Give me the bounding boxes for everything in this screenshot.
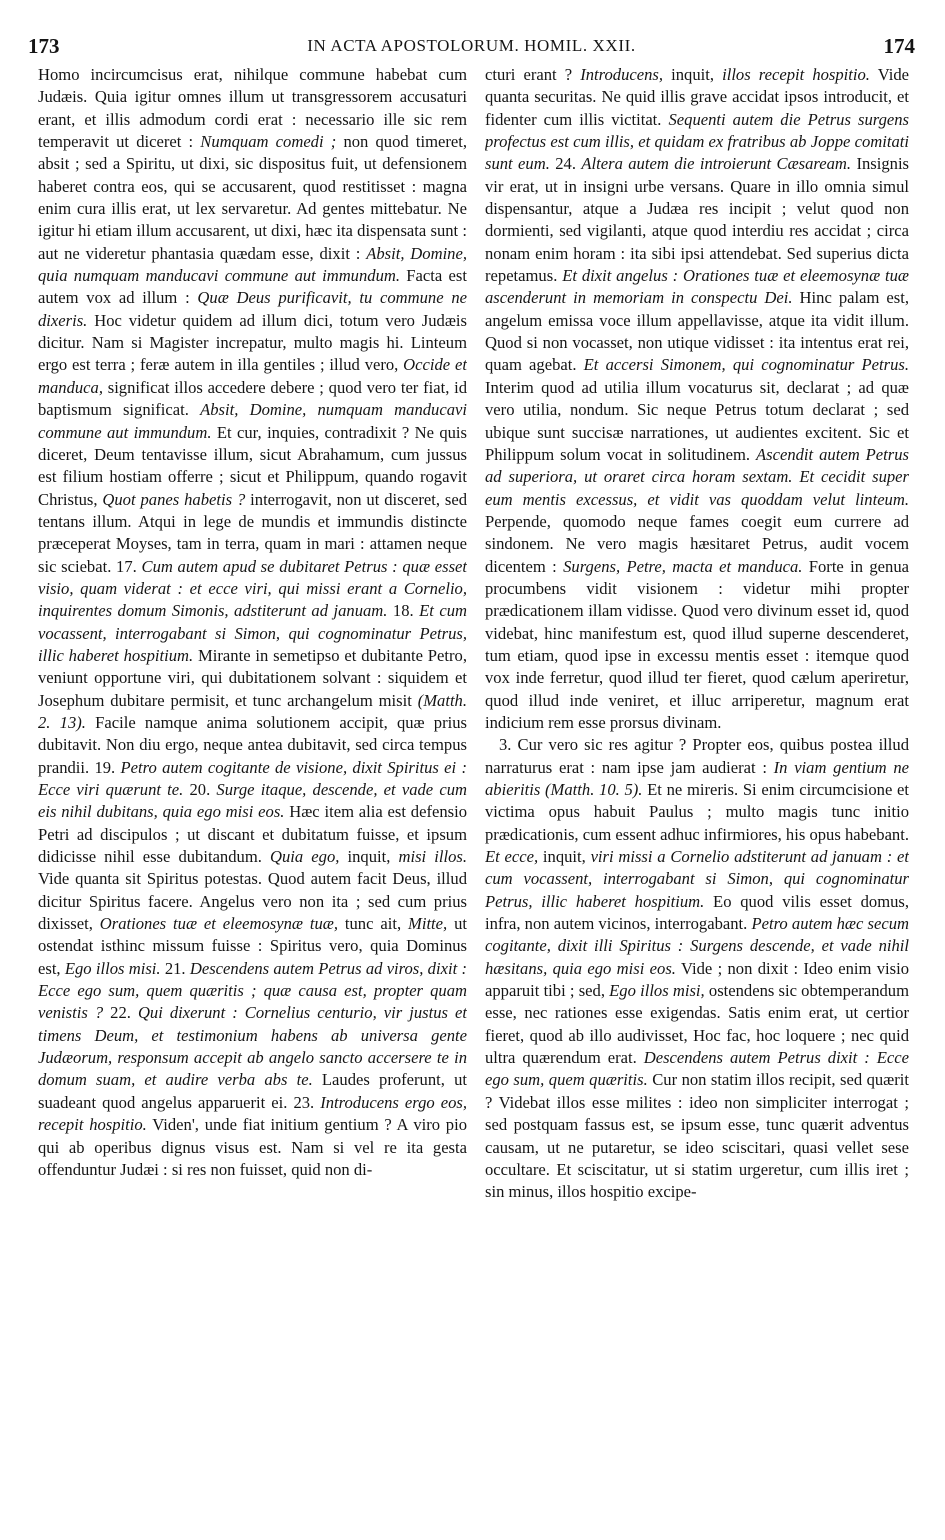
paragraph xyxy=(38,64,467,1181)
italic-quotation: Ego illos misi. xyxy=(64,958,161,978)
text-run: 21. xyxy=(160,958,190,978)
italic-quotation: Orationes tuæ et eleemosynæ tuæ, xyxy=(99,914,338,934)
text-run: Facta est autem vox ad illum : xyxy=(38,266,467,308)
text-run: Cur non statim illos recipit, sed quærit ? Videbat illos esse milites : ideo non simpliciter interrogat ; sed postquam fassus est, se ipsum esse, tunc quærit adventus causam, ut ne putaretur, se ideo sciscitari, quasi vellet sese occultare. Et sciscitatur, ut si statim urgeretur, cum illis iret ; sin minus, illos hospitio excipe- xyxy=(485,1070,909,1202)
italic-quotation: Qui dixerunt : Cornelius centurio, vir justus et timens Deum, et testimonium habens ab universa gente Judæorum, responsum accepit ab angelo sancto accersere te in domum suam, et audire verba abs te. xyxy=(38,1003,467,1090)
text-run: cturi erant ? xyxy=(485,65,581,84)
italic-quotation: Sequenti autem die Petrus surgens profectus est cum illis, et quidam ex fratribus ab Joppe comitati sunt eum. xyxy=(485,109,909,174)
italic-quotation: Absit, Domine, quia numquam manducavi commune aut immundum. xyxy=(38,243,467,286)
text-run: 18. xyxy=(387,601,420,621)
italic-quotation: Ascendit autem Petrus ad superiora, ut oraret circa horam sextam. Et cecidit super eum mentis excessus, et vidit vas quoddam velut linteum. xyxy=(485,444,909,509)
text-run: Interim quod ad utilia illum vocaturus sit, declarat ; ad quæ vero utilia, nondum. Sic neque Petrus totum declarat ; sed ubique sunt succisæ narrationes, ut audientes excitent. Sic et Philippum solum vocat in solitudinem. xyxy=(485,377,909,464)
italic-quotation: Quot panes habetis ? xyxy=(102,489,246,509)
text-run: Laudes proferunt, ut suadeant quod angelus apparuerit ei. 23. xyxy=(38,1070,467,1112)
text-run: Hinc palam est, angelum emissa voce illum appellavisse, atque ita vidit illum. Quod si non vocasset, non utique vidisset : ita intentus erat rei, quam agebat. xyxy=(485,288,909,375)
text-run: Vide ; non dixit : Ideo enim visio apparuit tibi ; sed, xyxy=(485,958,909,1001)
italic-quotation: viri missi a Cornelio adstiterunt ad januam : et cum vocassent, interrogabant si Simon, qui cognominatur Petrus, illic haberet hospitium. xyxy=(485,847,909,911)
text-run: Forte in genua procumbens vidit visionem : videtur mihi propter prædicationem illam vidisse. Quod vero divinum esset id, quod videbat, hinc manifestum est, quod illud superne descenderet, tum etiam, quod ipse in excessu mentis esset : itemque quod vox inde ferretur, quod illud ter fieret, quod cælum aperiretur, quod illud inde veniret, et illuc arriperetur, magnum erat indicium rem esse prorsus divinam. xyxy=(485,556,909,732)
italic-quotation: misi illos. xyxy=(398,847,467,867)
text-run: Mirante in semetipso et dubitante Petro, veniunt opportune viri, qui dubitationem solvant : siquidem et Josephum dubitare permisit, et tunc archangelum misit xyxy=(38,645,467,710)
italic-quotation: Introducens, xyxy=(580,65,664,84)
text-run: 24. xyxy=(549,154,582,174)
text-run: non quod timeret, absit ; sed a Spiritu, ut dixi, sic dispositus fuit, ut defensionem haberet contra eos, qui se accusarent, quod restitisset : magna enim cura illis erat, ut lex servaretur. Ad gentes mittebatur. Ne igitur hi etiam illum accusarent, ut dixi, hæc ita dispensata sunt : aut ne videretur phantasia quædam esse, dixit : xyxy=(38,132,467,263)
italic-quotation: Cum autem apud se dubitaret Petrus : quæ esset visio, quam viderat : et ecce viri, qui missi erant a Cornelio, inquirentes domum Simonis, adstiterunt ad januam. xyxy=(38,556,467,621)
italic-quotation: Mitte, xyxy=(408,914,448,934)
italic-quotation: Descendens autem Petrus ad viros, dixit : Ecce ego sum, quem quæritis ; quæ causa est, propter quam venistis ? xyxy=(38,958,467,1023)
italic-quotation: (Matth. 2. 13). xyxy=(38,690,467,732)
text-run: ostendens sic obtemperandum esse, nec rationes esse exigendas. Satis enim erat, ut certior fieret, quod ab illo audivisset, Hoc fac, hoc loquere ; nec quid ultra quærendum erat. xyxy=(485,981,909,1068)
italic-quotation: Et dixit angelus : Orationes tuæ et eleemosynæ tuæ ascenderunt in memoriam in conspectu Dei. xyxy=(485,266,909,308)
text-run: Et cur, inquies, contradixit ? Ne quis diceret, Deum tentavisse illum, sicut Abrahamum, cum jussus est filium hostiam offerre ; sicut et Philippum, quando rogavit Christus, xyxy=(38,422,467,509)
page-number-left: 173 xyxy=(28,34,60,58)
right-text-column xyxy=(485,64,909,1526)
text-run: Hæc item alia est defensio Petri ad discipulos ; ut discant et dubitatum fuisse, et ipsum didicisse nihil esse dubitandum. xyxy=(38,802,467,867)
running-title: IN ACTA APOSTOLORUM. HOMIL. XXII. xyxy=(307,36,636,55)
text-run: Homo incircumcisus erat, nihilque commune habebat cum Judæis. Quia igitur omnes illum ut transgressorem accusaturi erant, et illis admodum cordi erat : necessario ille sic rem temperavit ut diceret : xyxy=(38,65,467,152)
italic-quotation: Et ecce, xyxy=(485,847,539,867)
text-run: interrogavit, non ut disceret, sed tentans illum. Atqui in lege de mundis et immundis distincte præceperat Moyses, tam in terra, quam in mari : attamen neque sic sciebat. 17. xyxy=(38,489,467,576)
italic-quotation: Petro autem hæc secum cogitante, dixit illi Spiritus : Surgens descende, et vade nihil hæsitans, quia ego misi eos. xyxy=(485,914,909,978)
paragraph xyxy=(485,64,909,734)
italic-quotation: Quia ego, xyxy=(270,847,340,867)
text-run: Et ne mireris. Si enim circumcisione et victima opus habuit Paulus ; multo magis tunc initio prædicationis, cum essent adhuc infirmiores, his opus habebant. xyxy=(485,780,909,844)
italic-quotation: Descendens autem Petrus dixit : Ecce ego sum, quem quæritis. xyxy=(485,1048,909,1090)
text-run: 22. xyxy=(103,1003,138,1023)
text-run: inquit, xyxy=(339,847,399,867)
italic-quotation: Quæ Deus purificavit, tu commune ne dixeris. xyxy=(38,288,467,330)
text-run: tunc ait, xyxy=(338,914,409,934)
italic-quotation: Petro autem cogitante de visione, dixit Spiritus ei : Ecce viri quærunt te. xyxy=(38,757,467,799)
text-run: Facile namque anima solutionem accipit, quæ prius dubitavit. Non diu ergo, neque antea dubitavit, sed circa tempus prandii. 19. xyxy=(38,712,467,777)
italic-quotation: Surge itaque, descende, et vade cum eis nihil dubitans, quia ego misi eos. xyxy=(38,780,467,822)
page-number-right: 174 xyxy=(883,34,915,58)
text-run: 20. xyxy=(183,780,217,799)
text-run: Perpende, quomodo neque fames coegit eum currere ad sindonem. Ne vero magis hæsitaret Petrus, audit vocem dicentem : xyxy=(485,511,909,576)
text-run: inquit, xyxy=(538,847,591,867)
italic-quotation: (Matth. 10. 5). xyxy=(545,780,643,799)
italic-quotation: Numquam comedi ; xyxy=(200,132,337,152)
italic-quotation: Et accersi Simonem, qui cognominatur Petrus. xyxy=(583,355,909,375)
italic-quotation: Absit, Domine, numquam manducavi commune aut immundum. xyxy=(38,400,467,442)
italic-quotation: illos recepit hospitio. xyxy=(722,65,870,84)
italic-quotation: Et cum vocassent, interrogabant si Simon, qui cognominatur Petrus, illic haberet hospitium. xyxy=(38,601,467,665)
text-run: Vide quanta sit Spiritus potestas. Quod autem facit Deus, illud dicitur Spiritus facere. Angelus vero non ita ; sed cum prius dixisset, xyxy=(38,869,467,934)
text-run: Eo quod vilis esset domus, infra, non autem vicinos, interrogabant. xyxy=(485,891,909,934)
text-run: significat illos accedere debere ; quod vero ter fiat, id baptismum significat. xyxy=(38,377,467,420)
text-run: Vide quanta securitas. Ne quid illis grave accidat ipsos introducit, et fidenter cum illis victitat. xyxy=(485,65,909,129)
italic-quotation: In viam gentium ne abieritis xyxy=(485,757,909,799)
italic-quotation: Ego illos misi, xyxy=(609,981,705,1001)
italic-quotation: Occide et manduca, xyxy=(38,355,467,397)
italic-quotation: Altera autem die introierunt Cæsaream. xyxy=(581,154,852,174)
text-run: 3. Cur vero sic res agitur ? Propter eos, quibus postea illud narraturus erat : nam ipse jam audierat : xyxy=(485,735,909,777)
italic-quotation: Surgens, Petre, macta et manduca. xyxy=(563,556,803,576)
running-header xyxy=(28,34,915,60)
left-text-column xyxy=(38,64,467,1526)
text-run: Viden', unde fiat initium gentium ? A viro pio qui ab operibus dignus visus est. Nam si vel re ita gesta offenduntur Judæi : si res non fuisset, quid non di- xyxy=(38,1115,467,1179)
text-run: Insignis vir erat, ut in insigni urbe versans. Quare in illo omnia simul dispensantur, atque a Judæa res incipit ; velut quod non dormienti, sed vigilanti, atque quod interdiu res accidat ; circa nonam enim horam : ita sibi ipsi attendebat. Sed superius dicta repetamus. xyxy=(485,154,909,286)
text-run: ut ostendat isthinc missum fuisse : Spiritus vero, quia Dominus est, xyxy=(38,914,467,978)
paragraph xyxy=(485,734,909,1203)
italic-quotation: Introducens ergo eos, recepit hospitio. xyxy=(38,1092,467,1135)
text-run: Hoc videtur quidem ad illum dici, totum vero Judæis dicitur. Nam si Magister increpatur, multo magis hi. Linteum ergo est terra ; feræ autem in illa gentiles ; illud vero, xyxy=(38,310,467,375)
text-run: inquit, xyxy=(663,65,723,84)
